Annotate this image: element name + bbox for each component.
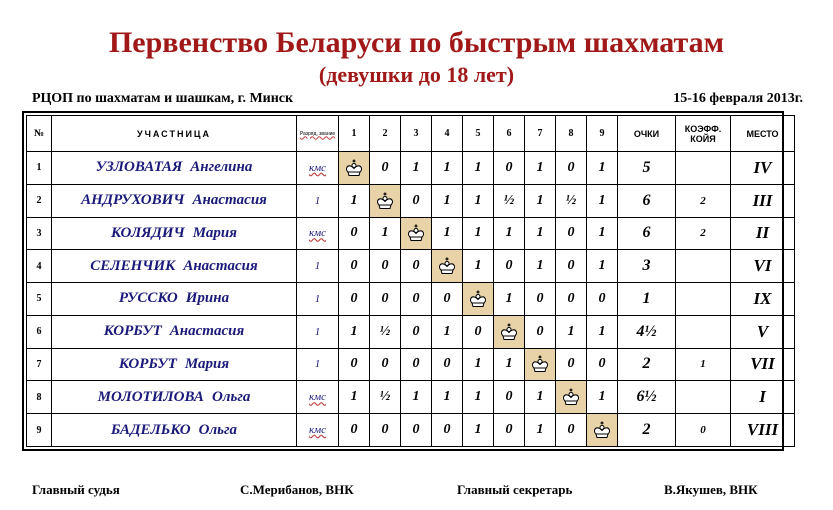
col-place-header: МЕСТО xyxy=(731,116,795,152)
final-place: II xyxy=(731,217,795,250)
col-rank-header: Разряд, звание xyxy=(297,116,339,152)
game-result: 0 xyxy=(494,414,525,447)
game-result: 0 xyxy=(401,184,432,217)
game-result: 1 xyxy=(401,381,432,414)
participant-firstname: Анастасия xyxy=(192,192,267,209)
participant-firstname: Ирина xyxy=(185,290,230,307)
chief-secretary-label: Главный секретарь xyxy=(457,482,573,497)
participant-firstname: Ольга xyxy=(198,421,238,438)
game-result: 1 xyxy=(587,381,618,414)
participant-surname: КОРБУТ xyxy=(118,355,177,372)
final-place: V xyxy=(731,315,795,348)
total-points: 6 xyxy=(618,184,676,217)
self-cell xyxy=(339,152,370,185)
col-num-header: № xyxy=(27,116,52,152)
participant-surname: УЗЛОВАТАЯ xyxy=(95,159,183,176)
koya-coefficient xyxy=(676,250,731,283)
koya-coefficient: 2 xyxy=(676,217,731,250)
game-result: 1 xyxy=(525,217,556,250)
game-result: 0 xyxy=(556,250,587,283)
game-result: 0 xyxy=(339,414,370,447)
total-points: 4½ xyxy=(618,315,676,348)
game-result: 1 xyxy=(525,184,556,217)
chief-judge-name: С.Мерибанов, ВНК xyxy=(240,482,354,497)
game-result: 0 xyxy=(339,250,370,283)
col-participant-header: УЧАСТНИЦА xyxy=(52,116,297,152)
game-result: ½ xyxy=(556,184,587,217)
participant-rank: кмс xyxy=(297,381,339,414)
page-subtitle: (девушки до 18 лет) xyxy=(318,62,515,87)
game-result: 1 xyxy=(432,217,463,250)
participant-name xyxy=(52,184,297,217)
row-number: 5 xyxy=(27,283,52,316)
game-result: 0 xyxy=(401,283,432,316)
game-result: 1 xyxy=(494,283,525,316)
col-round-header: 3 xyxy=(401,116,432,152)
game-result: 0 xyxy=(339,283,370,316)
game-result: 1 xyxy=(587,250,618,283)
game-result: 1 xyxy=(339,381,370,414)
col-round-header: 5 xyxy=(463,116,494,152)
total-points: 3 xyxy=(618,250,676,283)
game-result: 1 xyxy=(463,184,494,217)
participant-firstname: Анастасия xyxy=(183,257,258,274)
col-coef-header: КОЭФФ. КОЙЯ xyxy=(676,116,731,152)
col-round-header: 8 xyxy=(556,116,587,152)
participant-name xyxy=(52,414,297,447)
participant-rank: кмс xyxy=(297,217,339,250)
final-place: VIII xyxy=(731,414,795,447)
final-place: III xyxy=(731,184,795,217)
header-row xyxy=(27,116,795,152)
koya-coefficient xyxy=(676,283,731,316)
participant-rank: 1 xyxy=(297,250,339,283)
col-round-header: 7 xyxy=(525,116,556,152)
total-points: 6 xyxy=(618,217,676,250)
organizer: РЦОП по шахматам и шашкам, г. Минск xyxy=(32,91,294,106)
chess-king-icon xyxy=(432,256,462,276)
game-result: 0 xyxy=(432,348,463,381)
total-points: 1 xyxy=(618,283,676,316)
game-result: 0 xyxy=(339,348,370,381)
total-points: 5 xyxy=(618,152,676,185)
chief-secretary-name: В.Якушев, ВНК xyxy=(664,482,758,497)
participant-surname: АНДРУХОВИЧ xyxy=(81,192,185,209)
participant-rank: 1 xyxy=(297,315,339,348)
game-result: ½ xyxy=(370,315,401,348)
participant-rank: 1 xyxy=(297,184,339,217)
table-row xyxy=(27,348,795,381)
col-round-header: 4 xyxy=(432,116,463,152)
participant-rank: 1 xyxy=(297,348,339,381)
participant-surname: МОЛОТИЛОВА xyxy=(97,388,204,405)
game-result: 0 xyxy=(339,217,370,250)
participant-rank: кмс xyxy=(297,414,339,447)
game-result: 1 xyxy=(401,152,432,185)
game-result: 0 xyxy=(587,283,618,316)
game-result: 0 xyxy=(401,348,432,381)
row-number: 4 xyxy=(27,250,52,283)
game-result: 0 xyxy=(556,414,587,447)
game-result: 0 xyxy=(370,250,401,283)
game-result: 1 xyxy=(587,315,618,348)
game-result: 1 xyxy=(587,217,618,250)
row-number: 6 xyxy=(27,315,52,348)
participant-name xyxy=(52,348,297,381)
game-result: 0 xyxy=(494,381,525,414)
row-number: 1 xyxy=(27,152,52,185)
chess-king-icon xyxy=(370,191,400,211)
game-result: 1 xyxy=(587,184,618,217)
game-result: 1 xyxy=(494,348,525,381)
game-result: 0 xyxy=(587,348,618,381)
participant-name xyxy=(52,217,297,250)
participant-firstname: Ольга xyxy=(211,388,251,405)
game-result: 0 xyxy=(556,217,587,250)
total-points: 2 xyxy=(618,348,676,381)
total-points: 6½ xyxy=(618,381,676,414)
participant-name xyxy=(52,152,297,185)
chess-king-icon xyxy=(401,223,431,243)
koya-coefficient: 0 xyxy=(676,414,731,447)
game-result: 1 xyxy=(463,381,494,414)
self-cell xyxy=(494,315,525,348)
game-result: 1 xyxy=(587,152,618,185)
game-result: ½ xyxy=(494,184,525,217)
self-cell xyxy=(587,414,618,447)
event-date: 15-16 февраля 2013г. xyxy=(673,91,803,106)
final-place: VII xyxy=(731,348,795,381)
game-result: 0 xyxy=(494,152,525,185)
participant-firstname: Мария xyxy=(184,355,230,372)
game-result: 0 xyxy=(525,315,556,348)
participant-name xyxy=(52,381,297,414)
koya-coefficient xyxy=(676,152,731,185)
game-result: 1 xyxy=(463,152,494,185)
game-result: 1 xyxy=(556,315,587,348)
table-row xyxy=(27,283,795,316)
table-row xyxy=(27,315,795,348)
participant-name xyxy=(52,250,297,283)
game-result: 0 xyxy=(370,152,401,185)
game-result: 1 xyxy=(339,184,370,217)
table-row xyxy=(27,250,795,283)
col-points-header: ОЧКИ xyxy=(618,116,676,152)
game-result: 1 xyxy=(494,217,525,250)
game-result: 0 xyxy=(432,283,463,316)
final-place: I xyxy=(731,381,795,414)
participant-rank: кмс xyxy=(297,152,339,185)
game-result: 0 xyxy=(494,250,525,283)
col-round-header: 6 xyxy=(494,116,525,152)
table-row xyxy=(27,217,795,250)
table-row xyxy=(27,184,795,217)
participant-firstname: Мария xyxy=(192,224,237,241)
game-result: 0 xyxy=(556,283,587,316)
chess-king-icon xyxy=(339,158,369,178)
koya-coefficient xyxy=(676,315,731,348)
game-result: 1 xyxy=(525,250,556,283)
game-result: 0 xyxy=(370,283,401,316)
table-row xyxy=(27,152,795,185)
game-result: 1 xyxy=(463,217,494,250)
final-place: IV xyxy=(731,152,795,185)
chief-judge-label: Главный судья xyxy=(32,482,120,497)
participant-surname: РУССКО xyxy=(118,290,178,307)
self-cell xyxy=(432,250,463,283)
game-result: 0 xyxy=(556,348,587,381)
game-result: 0 xyxy=(432,414,463,447)
self-cell xyxy=(556,381,587,414)
koya-coefficient xyxy=(676,381,731,414)
chess-king-icon xyxy=(463,289,493,309)
game-result: 1 xyxy=(339,315,370,348)
game-result: 0 xyxy=(401,250,432,283)
col-round-header: 9 xyxy=(587,116,618,152)
participant-surname: БАДЕЛЬКО xyxy=(110,421,191,438)
table-row xyxy=(27,414,795,447)
row-number: 2 xyxy=(27,184,52,217)
game-result: 1 xyxy=(370,217,401,250)
game-result: 1 xyxy=(525,381,556,414)
participant-name xyxy=(52,315,297,348)
self-cell xyxy=(463,283,494,316)
game-result: 1 xyxy=(463,250,494,283)
chess-king-icon xyxy=(494,322,524,342)
self-cell xyxy=(370,184,401,217)
page-title: Первенство Беларуси по быстрым шахматам xyxy=(108,26,725,59)
chess-king-icon xyxy=(556,387,586,407)
participant-surname: КОРБУТ xyxy=(103,323,162,340)
row-number: 8 xyxy=(27,381,52,414)
participant-firstname: Анастасия xyxy=(169,323,245,340)
row-number: 7 xyxy=(27,348,52,381)
row-number: 9 xyxy=(27,414,52,447)
koya-coefficient: 2 xyxy=(676,184,731,217)
participant-surname: КОЛЯДИЧ xyxy=(111,224,185,241)
row-number: 3 xyxy=(27,217,52,250)
final-place: VI xyxy=(731,250,795,283)
participant-firstname: Ангелина xyxy=(190,159,253,176)
crosstable xyxy=(26,115,795,447)
game-result: 1 xyxy=(463,348,494,381)
total-points: 2 xyxy=(618,414,676,447)
game-result: 1 xyxy=(432,152,463,185)
game-result: 1 xyxy=(525,152,556,185)
game-result: 0 xyxy=(370,414,401,447)
game-result: 1 xyxy=(432,381,463,414)
game-result: 0 xyxy=(556,152,587,185)
table-row xyxy=(27,381,795,414)
chess-king-icon xyxy=(587,420,617,440)
self-cell xyxy=(401,217,432,250)
game-result: 0 xyxy=(401,315,432,348)
participant-surname: СЕЛЕНЧИК xyxy=(90,257,176,274)
game-result: 1 xyxy=(463,414,494,447)
game-result: 1 xyxy=(432,184,463,217)
game-result: 0 xyxy=(463,315,494,348)
koya-coefficient: 1 xyxy=(676,348,731,381)
participant-rank: 1 xyxy=(297,283,339,316)
participant-name xyxy=(52,283,297,316)
col-round-header: 1 xyxy=(339,116,370,152)
game-result: 0 xyxy=(525,283,556,316)
col-round-header: 2 xyxy=(370,116,401,152)
game-result: ½ xyxy=(370,381,401,414)
game-result: 0 xyxy=(370,348,401,381)
self-cell xyxy=(525,348,556,381)
game-result: 0 xyxy=(401,414,432,447)
chess-king-icon xyxy=(525,354,555,374)
final-place: IX xyxy=(731,283,795,316)
game-result: 1 xyxy=(432,315,463,348)
game-result: 1 xyxy=(525,414,556,447)
